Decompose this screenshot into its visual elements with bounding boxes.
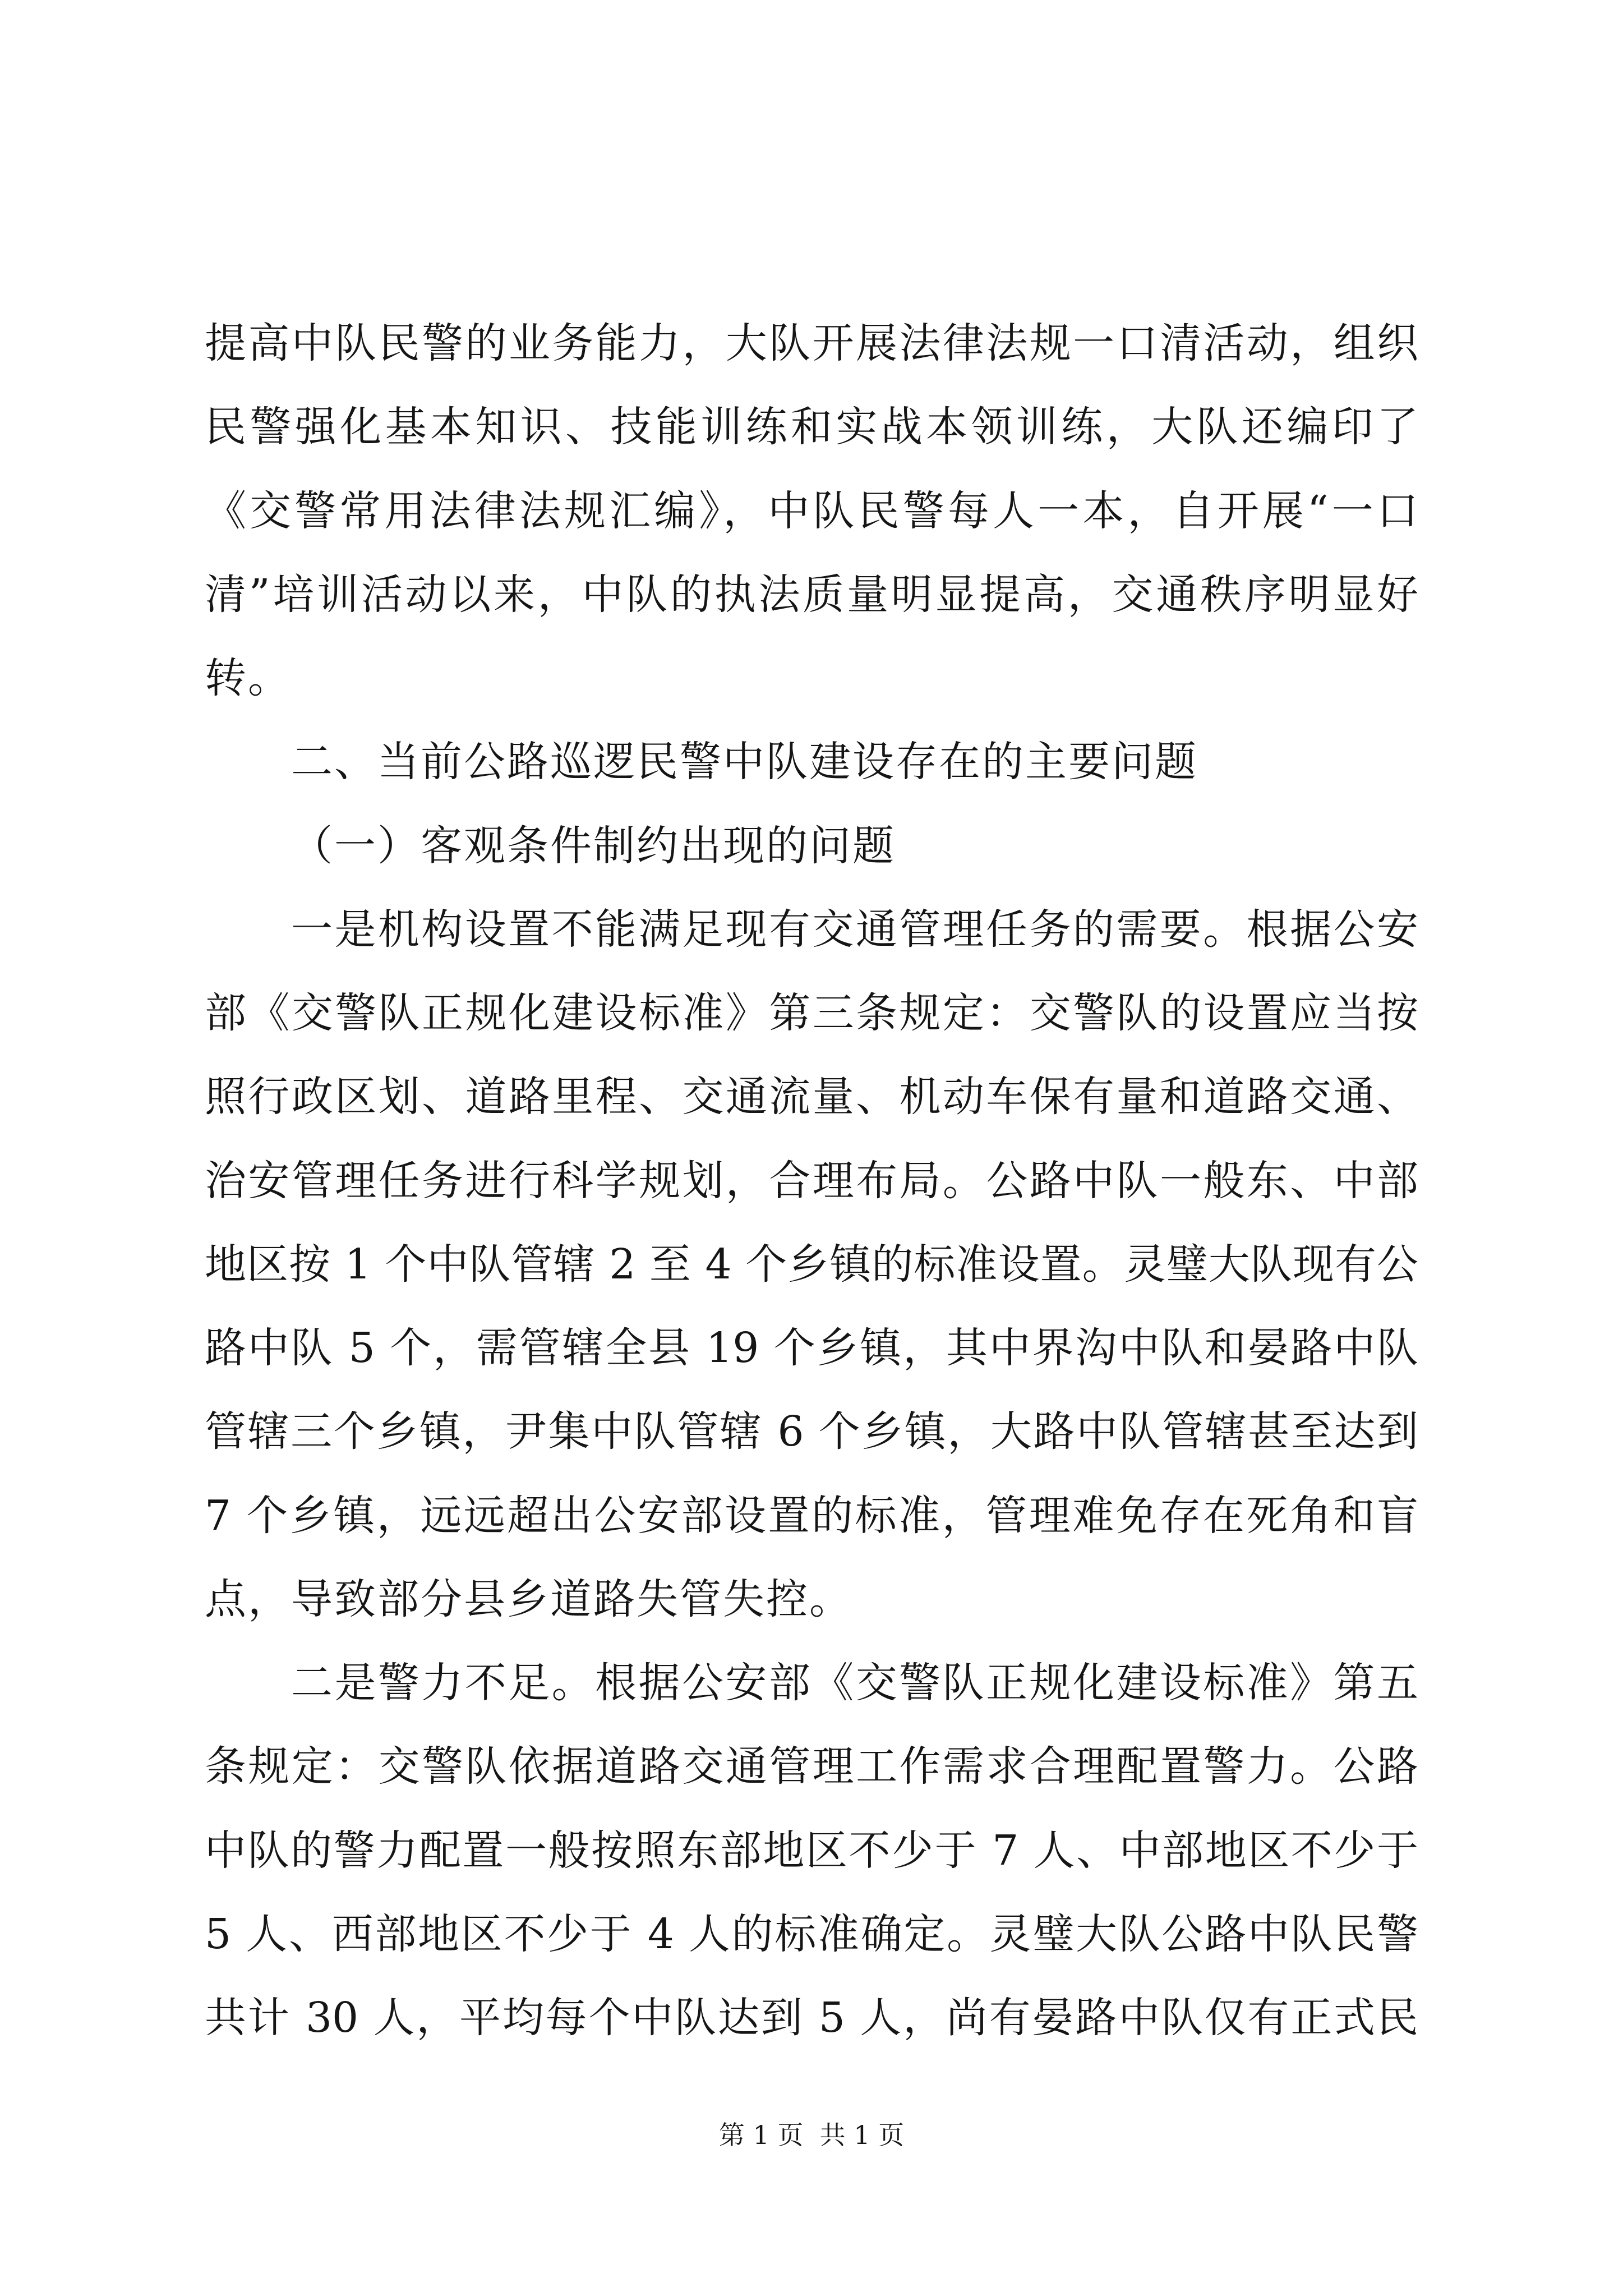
paragraph-police-strength	[205, 1641, 1418, 2060]
paragraph-line: 7 个乡镇，远远超出公安部设置的标准，管理难免存在死角和盲	[205, 1491, 1418, 1540]
paragraph-line: 民警强化基本知识、技能训练和实战本领训练，大队还编印了	[205, 403, 1418, 452]
page-footer-number: 第 1 页 共 1 页	[718, 2120, 905, 2150]
section-heading-text: 二、当前公路巡逻民警中队建设存在的主要问题	[291, 738, 1198, 786]
paragraph-institutions	[205, 888, 1418, 1641]
subsection-heading	[205, 804, 1418, 888]
paragraph-line: 条规定：交警队依据道路交通管理工作需求合理配置警力。公路	[205, 1742, 1418, 1791]
document-body	[205, 302, 1418, 2060]
paragraph-line: 管辖三个乡镇，尹集中队管辖 6 个乡镇，大路中队管辖甚至达到	[205, 1407, 1418, 1456]
paragraph-line: 部《交警队正规化建设标准》第三条规定：交警队的设置应当按	[205, 989, 1418, 1037]
section-heading	[205, 720, 1418, 804]
paragraph-line: 地区按 1 个中队管辖 2 至 4 个乡镇的标准设置。灵璧大队现有公	[205, 1240, 1418, 1289]
paragraph-line: 共计 30 人，平均每个中队达到 5 人，尚有晏路中队仅有正式民	[205, 1994, 1418, 2042]
paragraph-line: 治安管理任务进行科学规划，合理布局。公路中队一般东、中部	[205, 1156, 1418, 1205]
paragraph-continued	[205, 302, 1418, 720]
paragraph-line: 二是警力不足。根据公安部《交警队正规化建设标准》第五	[291, 1659, 1418, 1707]
paragraph-line: 一是机构设置不能满足现有交通管理任务的需要。根据公安	[291, 905, 1418, 954]
paragraph-line: 中队的警力配置一般按照东部地区不少于 7 人、中部地区不少于	[205, 1826, 1418, 1875]
paragraph-line: 提高中队民警的业务能力，大队开展法律法规一口清活动，组织	[205, 319, 1418, 367]
paragraph-line: 照行政区划、道路里程、交通流量、机动车保有量和道路交通、	[205, 1073, 1418, 1121]
paragraph-line: 点，导致部分县乡道路失管失控。	[205, 1575, 852, 1623]
paragraph-line: 《交警常用法律法规汇编》，中队民警每人一本，自开展“一口	[205, 486, 1418, 535]
paragraph-line: 路中队 5 个，需管辖全县 19 个乡镇，其中界沟中队和晏路中队	[205, 1324, 1418, 1372]
paragraph-line: 清”培训活动以来，中队的执法质量明显提高，交通秩序明显好	[205, 570, 1418, 619]
subsection-heading-text: （一）客观条件制约出现的问题	[291, 821, 896, 870]
paragraph-line: 转。	[205, 654, 291, 702]
paragraph-line: 5 人、西部地区不少于 4 人的标准确定。灵璧大队公路中队民警	[205, 1910, 1418, 1958]
